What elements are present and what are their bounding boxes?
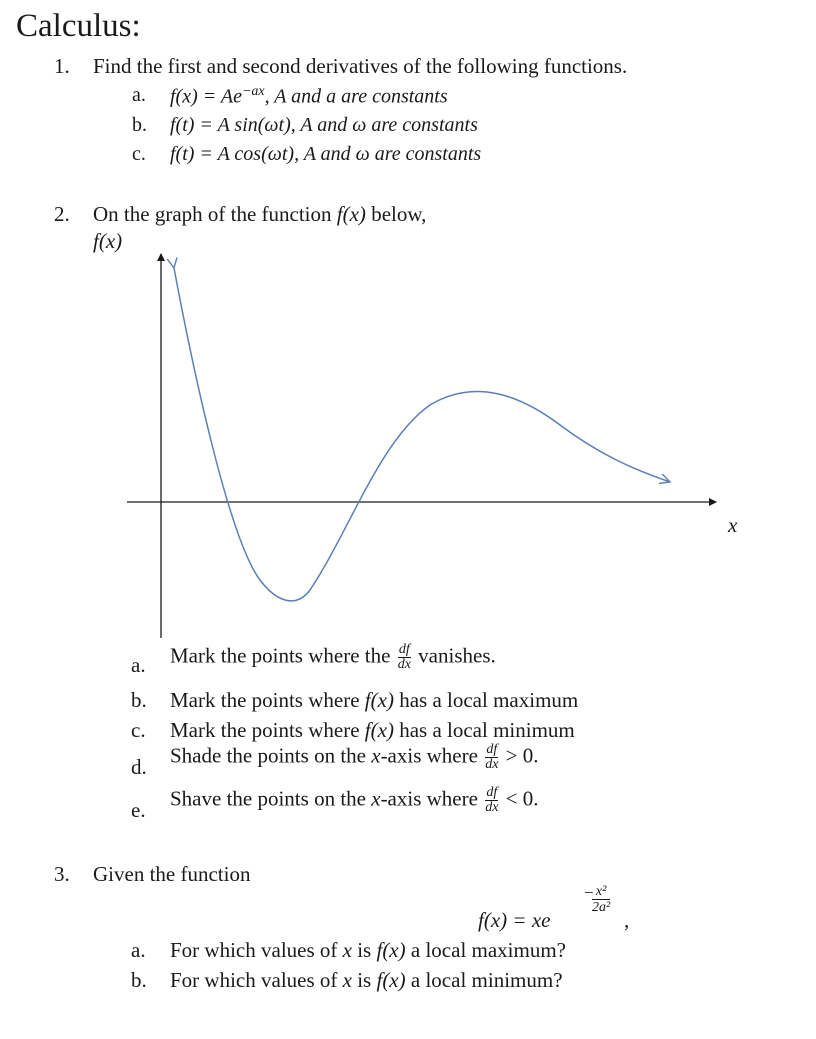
q1-prompt: Find the first and second derivatives of the following functions.: [93, 54, 628, 78]
q2-item-b-label: b.: [131, 688, 147, 712]
q1-item-a-exponent: −ax: [241, 84, 265, 99]
q2-item-d-label: d.: [131, 755, 147, 779]
q3-prompt: Given the function: [93, 862, 251, 886]
q3-equation: [478, 908, 550, 933]
y-axis-label: f(x): [93, 229, 123, 253]
q2-item-b: Mark the points where f(x) has a local maximum: [170, 688, 579, 712]
q2-prompt-pre: On the graph of the function: [93, 202, 337, 226]
q3-exponent-fraction: x² 2a²: [592, 884, 611, 915]
q2-item-e-label: e.: [131, 798, 146, 822]
q2-item-a: Mark the points where the $\frac{df}{dx}$ vanishes.: [170, 642, 496, 672]
df-dx-fraction: $\frac{df}{dx}$: [485, 742, 499, 772]
q3-exponent-minus: −: [584, 883, 594, 902]
q3-item-b: For which values of x is f(x) a local minimum?: [170, 968, 563, 992]
q1-item-a-tail: , A and a are constants: [264, 85, 448, 108]
q2-number: 2.: [54, 202, 70, 226]
q1-item-b-label: b.: [132, 114, 147, 136]
q2-item-a-label: a.: [131, 653, 146, 677]
q3-item-a: For which values of x is f(x) a local maximum?: [170, 938, 567, 962]
q2-prompt-post: below,: [365, 202, 427, 226]
q1-item-a-label: a.: [132, 84, 146, 106]
function-curve: [174, 268, 670, 601]
q1-item-b-math: f(t) = A sin(ωt), A and ω are constants: [170, 114, 478, 136]
q3-item-a-label: a.: [131, 938, 146, 962]
q2-item-d: Shade the points on the x-axis where $\frac{df}{dx}$ > 0.: [170, 742, 539, 772]
q1-item-c-label: c.: [132, 143, 146, 165]
q3-equation-lhs: f(x) = xe: [478, 908, 551, 932]
df-dx-fraction: $\frac{df}{dx}$: [397, 642, 411, 672]
q1-item-c-math: f(t) = A cos(ωt), A and ω are constants: [170, 143, 482, 165]
q3-number: 3.: [54, 862, 70, 886]
q2-item-e: Shave the points on the x-axis where $\frac{df}{dx}$ < 0.: [170, 785, 539, 815]
x-axis-label: x: [728, 513, 738, 537]
page-title: Calculus:: [16, 8, 141, 44]
q3-item-b-label: b.: [131, 968, 147, 992]
q1-number: 1.: [54, 54, 70, 78]
q3-equation-tail: ,: [624, 908, 630, 932]
q2-prompt-fn: f(x): [336, 202, 366, 226]
q2-item-c: Mark the points where f(x) has a local minimum: [170, 718, 575, 742]
df-dx-fraction: $\frac{df}{dx}$: [485, 785, 499, 815]
q2-item-c-label: c.: [131, 718, 146, 742]
q1-item-a-math: f(x) = Ae: [170, 85, 242, 108]
